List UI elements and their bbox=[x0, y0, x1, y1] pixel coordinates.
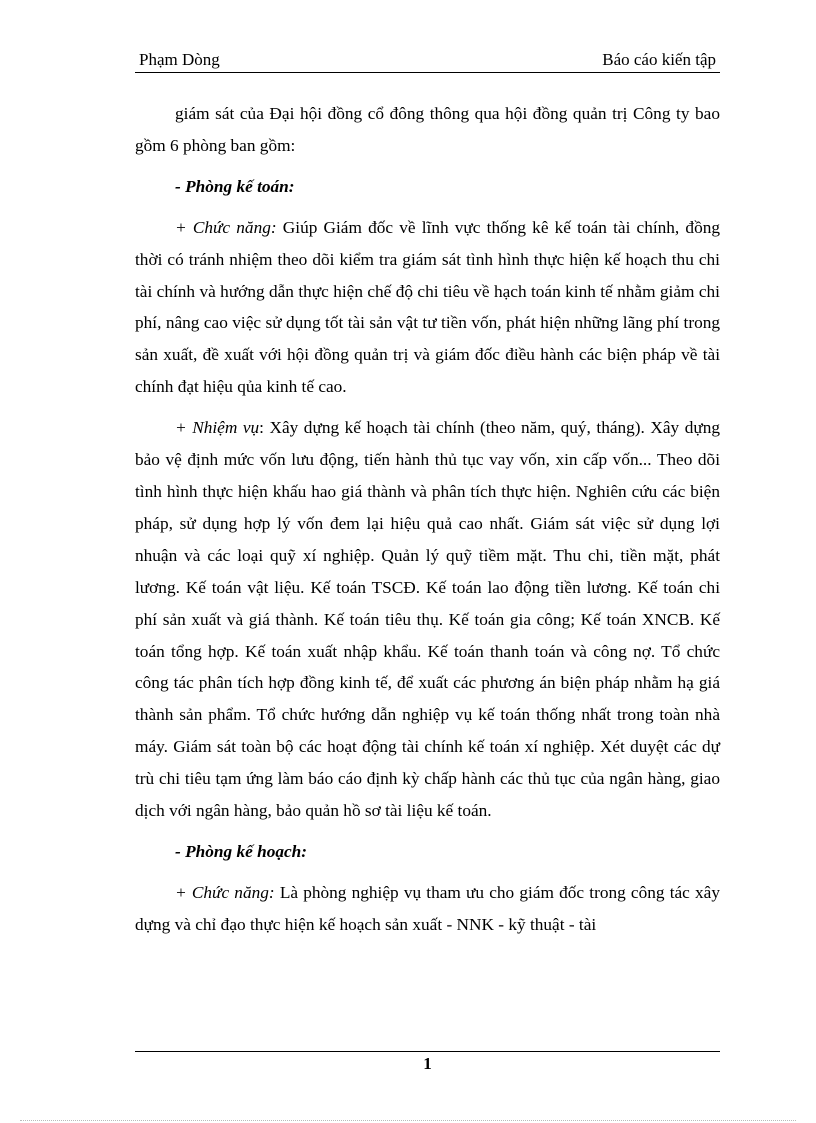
function-label: + Chức năng: bbox=[175, 882, 275, 902]
page-header bbox=[135, 50, 720, 73]
accounting-function-paragraph bbox=[135, 212, 720, 403]
header-author: Phạm Dòng bbox=[139, 50, 220, 69]
header-title: Báo cáo kiến tập bbox=[602, 50, 716, 69]
section-heading-planning: - Phòng kế hoạch: bbox=[175, 841, 308, 861]
duty-text: : Xây dựng kế hoạch tài chính (theo năm, quý, tháng). Xây dựng bảo vệ định mức vốn lưu động, tiến hành thủ tục vay vốn, xin cấp vốn... Theo dõi tình hình thực hiện khấu hao giá thành và phân tích thực hiện. Nghiên cứu các biện pháp, sử dụng hợp lý vốn đem lại hiệu quả cao nhất. Giám sát việc sử dụng lợi nhuận và các loại quỹ xí nghiệp. Quản lý quỹ tiềm mặt. Thu chi, tiền mặt, phát lương. Kế toán vật liệu. Kế toán TSCĐ. Kế toán lao động tiền lương. Kế toán chi phí sản xuất và giá thành. Kế toán tiêu thụ. Kế toán gia công; Kế toán XNCB. Kế toán tổng hợp. Kế toán xuất nhập khẩu. Kế toán thanh toán và công nợ. Tổ chức công tác phân tích hợp đồng kinh tế, để xuất các phương án biện pháp nhằm hạ giá thành sản phẩm. Tổ chức hướng dẫn nghiệp vụ kế toán thống nhất trong toàn nhà máy. Giám sát toàn bộ các hoạt động tài chính kế toán xí nghiệp. Xét duyệt các dự trù chi tiêu tạm ứng làm báo cáo định kỳ chấp hành các thủ tục của ngân hàng, giao dịch với ngân hàng, bảo quản hồ sơ tài liệu kế toán. bbox=[135, 418, 720, 821]
function-label: + Chức năng: bbox=[175, 217, 277, 237]
page-edge-divider bbox=[20, 1120, 796, 1121]
footer-rule bbox=[135, 1051, 720, 1052]
planning-function-paragraph bbox=[135, 877, 720, 941]
intro-paragraph: giám sát của Đại hội đồng cổ đông thông qua hội đồng quản trị Công ty bao gồm 6 phòng ban gồm: bbox=[135, 104, 720, 155]
function-text: Giúp Giám đốc về lĩnh vực thống kê kế toán tài chính, đồng thời có tránh nhiệm theo dõi kiểm tra giám sát tình hình thực hiện kế hoạch thu chi tài chính và hướng dẫn thực hiện chế độ chi tiêu về hạch toán kinh tế nhằm giảm chi phí, nâng cao việc sử dụng tốt tài sản vật tư tiền vốn, phát hiện những lãng phí trong sản xuất, đề xuất với hội đồng quản trị và giám đốc điều hành các biện pháp về tài chính đạt hiệu qủa kinh tế cao. bbox=[135, 217, 720, 397]
document-body bbox=[135, 98, 720, 941]
duty-label: + Nhiệm vụ bbox=[175, 418, 260, 438]
section-heading-accounting: - Phòng kế toán: bbox=[175, 176, 295, 196]
function-text: Là phòng nghiệp vụ tham ưu cho giám đốc trong công tác xây dựng và chỉ đạo thực hiện kế hoạch sản xuất - NNK - kỹ thuật - tài bbox=[135, 882, 720, 934]
page-number: 1 bbox=[423, 1054, 432, 1073]
accounting-duty-paragraph bbox=[135, 412, 720, 827]
